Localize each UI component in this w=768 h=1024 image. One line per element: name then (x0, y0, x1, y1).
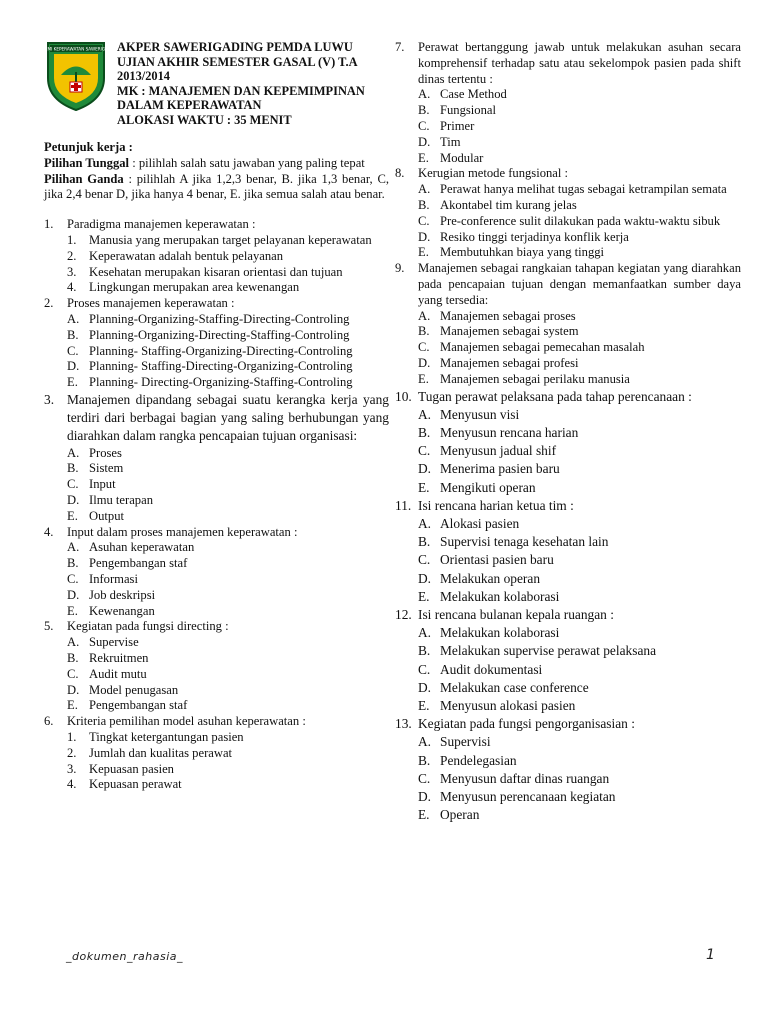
answer-option: 2. Jumlah dan kualitas perawat (67, 745, 233, 760)
answer-option: E. Modular (418, 150, 484, 165)
answer-option: B. Pendelegasian (418, 752, 517, 768)
question (395, 388, 741, 497)
question (395, 166, 741, 261)
question (44, 714, 389, 793)
school-logo-icon (33, 40, 119, 112)
header-line: DALAM KEPERAWATAN (117, 98, 262, 113)
answer-option: D. Tim (418, 134, 461, 149)
answer-option: E. Operan (418, 807, 480, 823)
question (44, 525, 389, 620)
answer-option: E. Melakukan kolaborasi (418, 588, 560, 604)
answer-option: 4. Kepuasan perawat (67, 777, 182, 792)
answer-option: A. Supervisi (418, 734, 491, 750)
single-choice-label: Pilihan Tunggal (44, 155, 130, 170)
answer-option: C. Menyusun daftar dinas ruangan (418, 770, 610, 786)
question (395, 715, 741, 824)
page-number: 1 (706, 947, 715, 963)
answer-option: A. Menyusun visi (418, 406, 520, 422)
question-number: 1. (44, 217, 54, 232)
question-number: 8. (395, 166, 405, 181)
answer-option: E. Manajemen sebagai perilaku manusia (418, 371, 630, 386)
exam-header (33, 40, 389, 140)
single-choice-text: : pilihlah salah satu jawaban yang paling tepat (129, 155, 365, 170)
answer-option: 3. Kepuasan pasien (67, 761, 174, 776)
question-text: Input dalam proses manajemen keperawatan : (67, 524, 298, 539)
header-line: 2013/2014 (117, 69, 171, 84)
header-line: ALOKASI WAKTU : 35 MENIT (117, 112, 292, 127)
question-number: 10. (395, 388, 412, 404)
answer-option: B. Fungsional (418, 103, 496, 118)
question (44, 619, 389, 714)
answer-option: A. Alokasi pasien (418, 515, 520, 531)
multi-choice-label: Pilihan Ganda (44, 171, 124, 186)
answer-option: 1. Manusia yang merupakan target pelayanan keperawatan (67, 232, 372, 247)
answer-option: C. Input (67, 477, 116, 492)
answer-option: C. Audit dokumentasi (418, 661, 543, 677)
question-text: Paradigma manajemen keperawatan : (67, 217, 256, 232)
answer-option: C. Audit mutu (67, 666, 147, 681)
instructions (44, 140, 389, 203)
question (44, 391, 389, 525)
answer-option: E. Menyusun alokasi pasien (418, 697, 576, 713)
answer-option: D. Melakukan case conference (418, 679, 589, 695)
answer-option: 1. Tingkat ketergantungan pasien (67, 729, 244, 744)
answer-option: A. Manajemen sebagai proses (418, 308, 576, 323)
answer-option: E. Pengembangan staf (67, 698, 188, 713)
question (395, 497, 741, 606)
question-number: 9. (395, 261, 405, 276)
question-number: 12. (395, 606, 412, 622)
question-text: Manajemen sebagai rangkaian tahapan kegiatan yang diarahkan pada pencapaian tujuan dengan memanfaatkan sumber daya yang tersedia: (418, 261, 741, 307)
question-number: 3. (44, 391, 55, 407)
question (395, 606, 741, 715)
answer-option: B. Rekruitmen (67, 650, 149, 665)
question (395, 261, 741, 387)
answer-option: C. Pre-conference sulit dilakukan pada waktu-waktu sibuk (418, 213, 721, 228)
question-text: Kriteria pemilihan model asuhan keperawatan : (67, 714, 306, 729)
instructions-multi (44, 172, 389, 204)
answer-option: B. Sistem (67, 461, 124, 476)
answer-option: C. Primer (418, 118, 475, 133)
answer-option: E. Mengikuti operan (418, 479, 536, 495)
question-number: 2. (44, 296, 54, 311)
header-line: UJIAN AKHIR SEMESTER GASAL (V) T.A (117, 54, 358, 69)
answer-option: B. Supervisi tenaga kesehatan lain (418, 534, 609, 550)
question-number: 6. (44, 714, 54, 729)
answer-option: A. Proses (67, 445, 122, 460)
answer-option: 4. Lingkungan merupakan area kewenangan (67, 280, 300, 295)
question (44, 296, 389, 391)
question-text: Kerugian metode fungsional : (418, 166, 569, 181)
question-number: 13. (395, 716, 412, 732)
question-text: Isi rencana harian ketua tim : (418, 497, 574, 513)
answer-option: E. Kewenangan (67, 603, 155, 618)
question-number: 4. (44, 524, 54, 539)
answer-option: C. Planning- Staffing-Organizing-Directing-Controling (67, 343, 353, 358)
answer-option: B. Akontabel tim kurang jelas (418, 197, 577, 212)
answer-option: B. Menyusun rencana harian (418, 424, 579, 440)
answer-option: B. Manajemen sebagai system (418, 324, 579, 339)
left-column (33, 40, 389, 793)
answer-option: A. Perawat hanya melihat tugas sebagai ketrampilan semata (418, 182, 727, 197)
logo-text: AKADEMI KEPERAWATAN SAWERIGADING (33, 46, 119, 52)
header-title-block (117, 40, 407, 128)
question-text: Manajemen dipandang sebagai suatu kerangka kerja yang terdiri dari berbagai bagian yang saling berhubungan yang diarahkan dalam rangka pencapaian tujuan organisasi: (67, 391, 389, 444)
instructions-title: Petunjuk kerja : (44, 140, 133, 154)
answer-option: A. Planning-Organizing-Staffing-Directing-Controling (67, 311, 350, 326)
answer-option: D. Resiko tinggi terjadinya konflik kerja (418, 229, 629, 244)
footer-confidential: _dokumen_rahasia_ (66, 950, 184, 963)
instructions-single (44, 156, 389, 172)
multi-choice-text: : pilihlah A jika 1,2,3 benar, B. jika 1,3 benar, C, jika 2,4 benar D, jika hanya 4 benar, E. jika semua salah atau benar. (44, 171, 389, 202)
answer-option: C. Informasi (67, 571, 138, 586)
answer-option: D. Menyusun perencanaan kegiatan (418, 789, 616, 804)
answer-option: D. Menerima pasien baru (418, 461, 560, 477)
header-line: MK : MANAJEMEN DAN KEPEMIMPINAN (117, 83, 365, 98)
header-line: AKPER SAWERIGADING PEMDA LUWU (117, 40, 353, 54)
question-number: 5. (44, 619, 54, 634)
answer-option: D. Job deskripsi (67, 587, 156, 602)
answer-option: E. Membutuhkan biaya yang tinggi (418, 245, 605, 260)
question (44, 217, 389, 296)
answer-option: D. Ilmu terapan (67, 492, 153, 507)
question-text: Tugan perawat pelaksana pada tahap perencanaan : (418, 388, 692, 404)
answer-option: D. Manajemen sebagai profesi (418, 355, 579, 370)
answer-option: D. Melakukan operan (418, 570, 541, 586)
answer-option: A. Melakukan kolaborasi (418, 625, 560, 641)
answer-option: C. Manajemen sebagai pemecahan masalah (418, 340, 645, 355)
question-text: Kegiatan pada fungsi directing : (67, 619, 229, 634)
answer-option: D. Model penugasan (67, 682, 179, 697)
question (395, 40, 741, 166)
question-number: 11. (395, 497, 412, 513)
answer-option: 3. Kesehatan merupakan kisaran orientasi dan tujuan (67, 264, 343, 279)
right-column (395, 40, 741, 824)
answer-option: 2. Keperawatan adalah bentuk pelayanan (67, 248, 284, 263)
answer-option: B. Planning-Organizing-Directing-Staffing-Controling (67, 327, 350, 342)
answer-option: E. Output (67, 508, 124, 523)
answer-option: C. Menyusun jadual shif (418, 443, 557, 459)
answer-option: A. Asuhan keperawatan (67, 540, 195, 555)
answer-option: B. Pengembangan staf (67, 556, 188, 571)
answer-option: A. Supervise (67, 635, 139, 650)
question-text: Kegiatan pada fungsi pengorganisasian : (418, 716, 635, 732)
question-text: Perawat bertanggung jawab untuk melakukan asuhan secara komprehensif terhadap satu atau sekelompok pasien pada shift dinas tertentu : (418, 40, 741, 86)
answer-option: E. Planning- Directing-Organizing-Staffing-Controling (67, 375, 353, 390)
answer-option: C. Orientasi pasien baru (418, 552, 554, 568)
answer-option: B. Melakukan supervise perawat pelaksana (418, 643, 657, 659)
question-number: 7. (395, 40, 405, 54)
answer-option: D. Planning- Staffing-Directing-Organizing-Controling (67, 359, 353, 374)
question-text: Proses manajemen keperawatan : (67, 296, 235, 311)
answer-option: A. Case Method (418, 87, 507, 102)
question-text: Isi rencana bulanan kepala ruangan : (418, 606, 614, 622)
